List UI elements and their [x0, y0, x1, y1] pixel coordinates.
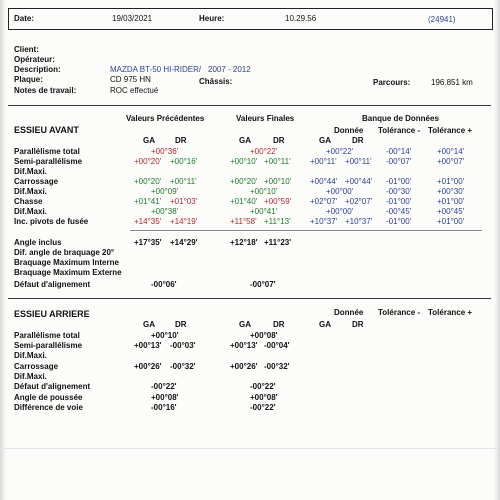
description-value: MAZDA BT-50 HI-RIDER/: [110, 65, 202, 74]
front-given-header: Donnée: [334, 126, 364, 135]
rear-row-label: Dif.Maxi.: [14, 351, 47, 360]
front-value: +00°22': [326, 147, 354, 156]
header-frame: [8, 8, 493, 30]
rear-value: -00°32': [170, 362, 196, 371]
rear-value: +00°26': [230, 362, 258, 371]
front-row-label: Dif. angle de braquage 20°: [14, 248, 115, 257]
description-label: Description:: [14, 65, 61, 74]
front-row-label: Parallélisme total: [14, 147, 80, 156]
front-value: -00°30': [386, 187, 412, 196]
rear-value: -00°04': [264, 341, 290, 350]
page-left-shadow: [0, 0, 6, 500]
page-right-shadow: [494, 0, 500, 500]
rear-value: -00°22': [151, 382, 177, 391]
front-value: +02°07': [310, 197, 338, 206]
time-value: 10.29.56: [285, 14, 317, 23]
plate-label: Plaque:: [14, 75, 43, 84]
rear-value: -00°22': [250, 403, 276, 412]
front-value: +00°22': [250, 147, 278, 156]
years-value: 2007 - 2012: [208, 65, 251, 74]
front-value: +00°59': [264, 197, 292, 206]
front-value: +10°37': [310, 217, 338, 226]
notes-value: ROC effectué: [110, 86, 159, 95]
chassis-label: Châssis:: [199, 77, 233, 86]
front-value: +00°44': [345, 177, 373, 186]
rear-prev-dr: DR: [175, 320, 187, 329]
front-final-ga: GA: [239, 136, 251, 145]
rear-final-dr: DR: [273, 320, 285, 329]
front-row-label: Angle inclus: [14, 238, 62, 247]
front-value: +01°03': [170, 197, 198, 206]
notes-label: Notes de travail:: [14, 86, 77, 95]
front-value: +00°20': [230, 177, 258, 186]
front-value: +00°09': [151, 187, 179, 196]
front-value: +00°07': [437, 157, 465, 166]
front-value: +00°44': [310, 177, 338, 186]
section-divider: [8, 105, 491, 106]
front-value: +11°13': [264, 217, 291, 226]
front-row-label: Dif.Maxi.: [14, 207, 47, 216]
rear-value: -00°32': [264, 362, 290, 371]
front-value: +00°11': [310, 157, 337, 166]
front-value: +00°14': [437, 147, 465, 156]
rear-row-label: Parallélisme total: [14, 331, 80, 340]
front-value: +00°11': [170, 177, 197, 186]
rear-value: +00°13': [230, 341, 258, 350]
front-final-dr: DR: [273, 136, 285, 145]
front-value: +11°23': [264, 238, 292, 247]
front-value: -00°45': [386, 207, 412, 216]
rear-value: +00°08': [151, 393, 179, 402]
rear-value: -00°03': [170, 341, 196, 350]
front-value: +02°07': [345, 197, 373, 206]
front-value: -00°07': [250, 280, 276, 289]
rear-row-label: Défaut d'alignement: [14, 382, 91, 391]
front-value: +00°10': [250, 187, 278, 196]
mileage-label: Parcours:: [373, 78, 411, 87]
front-value: +00°10': [264, 177, 292, 186]
rear-value: +00°08': [250, 331, 278, 340]
front-value: +00°45': [437, 207, 465, 216]
front-value: -00°07': [386, 157, 412, 166]
col-final-values: Valeurs Finales: [236, 114, 295, 123]
operator-label: Opérateur:: [14, 55, 55, 64]
front-value: +00°11': [264, 157, 291, 166]
document-id: (24941): [428, 15, 456, 24]
date-value: 19/03/2021: [112, 14, 153, 23]
rear-value: +00°10': [151, 331, 179, 340]
front-row-label: Braquage Maximum Externe: [14, 268, 122, 277]
front-value: -01°00': [386, 197, 412, 206]
front-value: +14°35': [134, 217, 162, 226]
rear-prev-ga: GA: [143, 320, 155, 329]
front-row-label: Braquage Maximum Interne: [14, 258, 119, 267]
front-value: +00°11': [345, 157, 372, 166]
rear-row-label: Différence de voie: [14, 403, 83, 412]
rear-axle-title: ESSIEU ARRIERE: [14, 309, 90, 319]
front-value: +14°29': [170, 238, 198, 247]
front-value: -01°00': [386, 217, 412, 226]
rear-given-header: Donnée: [334, 308, 364, 317]
front-value: -00°06': [151, 280, 177, 289]
front-value: +01°00': [437, 177, 465, 186]
front-value: +00°16': [170, 157, 198, 166]
front-axle-title: ESSIEU AVANT: [14, 125, 79, 135]
front-row-label: Chasse: [14, 197, 43, 206]
mileage-value: 196.851 km: [431, 78, 473, 87]
front-value: +11°58': [230, 217, 257, 226]
front-row-label: Carrossage: [14, 177, 59, 186]
front-value: +00°38': [151, 207, 179, 216]
front-row-label: Inc. pivots de fusée: [14, 217, 89, 226]
front-row-label: Dif.Maxi.: [14, 167, 47, 176]
rear-db-ga: GA: [319, 320, 331, 329]
rear-value: -00°16': [151, 403, 177, 412]
front-value: +00°30': [437, 187, 465, 196]
plate-value: CD 975 HN: [110, 75, 151, 84]
row-underline: [130, 230, 482, 231]
rear-row-label: Semi-parallélisme: [14, 341, 83, 350]
front-value: +00°00': [326, 187, 354, 196]
front-prev-ga: GA: [143, 136, 155, 145]
front-value: +01°00': [437, 217, 465, 226]
time-label: Heure:: [199, 14, 225, 23]
front-tol-plus-header: Tolérance +: [428, 126, 473, 135]
date-label: Date:: [14, 14, 35, 23]
col-previous-values: Valeurs Précédentes: [126, 114, 205, 123]
front-prev-dr: DR: [175, 136, 187, 145]
col-database: Banque de Données: [362, 114, 439, 123]
front-value: -01°00': [386, 177, 412, 186]
front-row-label: Semi-parallélisme: [14, 157, 83, 166]
front-value: +01°41': [134, 197, 162, 206]
front-value: +14°19': [170, 217, 198, 226]
front-value: +00°00': [326, 207, 354, 216]
front-value: +01°00': [437, 197, 465, 206]
rear-row-label: Carrossage: [14, 362, 59, 371]
rear-tol-minus-header: Tolérance -: [378, 308, 421, 317]
front-db-ga: GA: [319, 136, 331, 145]
front-value: +00°36': [151, 147, 179, 156]
rear-value: +00°26': [134, 362, 162, 371]
front-value: +01°40': [230, 197, 258, 206]
rear-db-dr: DR: [352, 320, 364, 329]
rear-tol-plus-header: Tolérance +: [428, 308, 473, 317]
front-tol-minus-header: Tolérance -: [378, 126, 421, 135]
paper-fold-line: [0, 448, 500, 449]
rear-value: +00°13': [134, 341, 162, 350]
front-value: +00°20': [134, 177, 162, 186]
front-db-dr: DR: [352, 136, 364, 145]
rear-value: +00°08': [250, 393, 278, 402]
rear-row-label: Angle de poussée: [14, 393, 83, 402]
front-value: +00°20': [134, 157, 162, 166]
rear-row-label: Dif.Maxi.: [14, 372, 47, 381]
rear-value: -00°22': [250, 382, 276, 391]
section-divider: [8, 298, 491, 299]
front-row-label: Dif.Maxi.: [14, 187, 47, 196]
front-value: +00°10': [230, 157, 258, 166]
rear-final-ga: GA: [239, 320, 251, 329]
front-value: +00°41': [250, 207, 278, 216]
front-value: -00°14': [386, 147, 412, 156]
front-value: +17°35': [134, 238, 162, 247]
front-value: +12°18': [230, 238, 258, 247]
client-label: Client:: [14, 45, 39, 54]
front-row-label: Défaut d'alignement: [14, 280, 91, 289]
front-value: +10°37': [345, 217, 373, 226]
